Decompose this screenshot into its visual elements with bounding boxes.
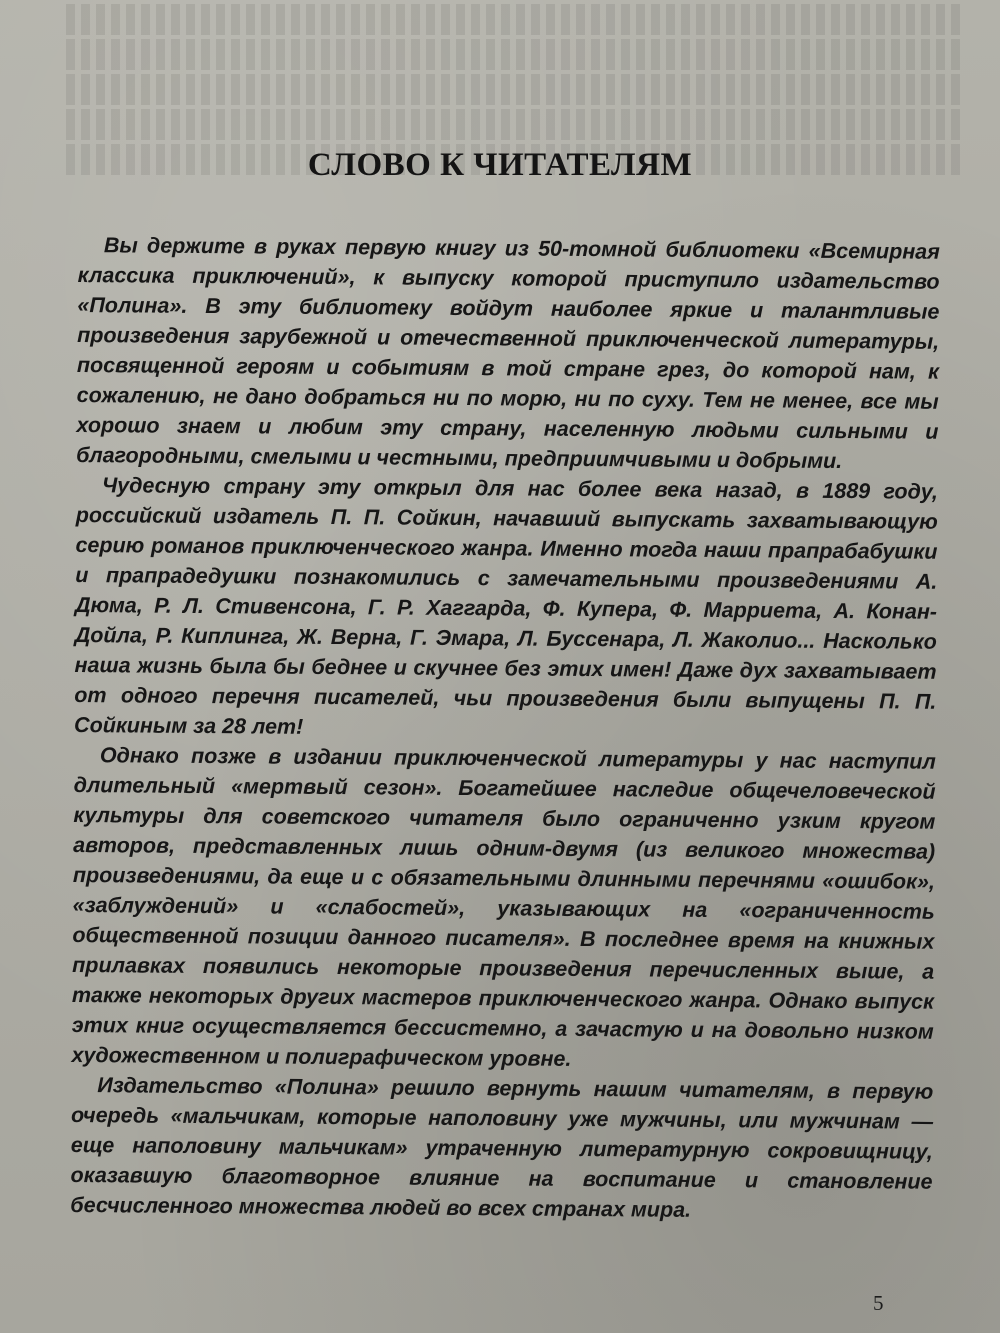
page-title: СЛОВО К ЧИТАТЕЛЯМ: [307, 147, 693, 183]
page-number: 5: [873, 1291, 884, 1315]
paragraph: Однако позже в издании приключенческой литературы у нас наступил длительный «мертвый сезон». Богатейшее наследие общечеловеческой культуры для советского читателя было ограниченно узким кругом авторов, представленных лишь одним-двумя (из великого множества) произведениями, да еще и с обязательными длинными перечнями «ошибок», «заблуждений» и «слабостей», указывающих на «ограниченность общественной позиции данного писателя». В последнее время на книжных прилавках появились некоторые произведения перечисленных выше, а также некоторых других мастеров приключенческого жанра. Однако выпуск этих книг осуществляется бессистемно, а зачастую и на довольно низком художественном и полиграфическом уровне.: [71, 743, 936, 1071]
paragraph: Чудесную страну эту открыл для нас более века назад, в 1889 году, российский издатель П. П. Сойкин, начавший выпускать захватывающую серию романов приключенческого жанра. Именно тогда наши прапрабабушки и прапрадедушки познакомились с замечательными произведениями А. Дюма, Р. Л. Стивенсона, Г. Р. Хаггарда, Ф. Купера, Ф. Марриета, А. Конан-Дойла, Р. Киплинга, Ж. Верна, Г. Эмара, Л. Буссенара, Л. Жаколио... Насколько наша жизнь была бы беднее и скучнее без этих имен! Даже дух захватывает от одного перечня писателей, чьи произведения были выпущены П. П. Сойкиным за 28 лет!: [74, 473, 939, 739]
paragraph: Вы держите в руках первую книгу из 50-томной библиотеки «Всемирная классика приключений», к выпуску которой приступило издательство «Полина». В эту библиотеку войдут наиболее яркие и талантливые произведения зарубежной и отечественной приключенческой литературы, посвященной героям и событиям в той стране грез, до которой нам, к сожалению, не дано добраться ни по морю, ни по суху. Тем не менее, все мы хорошо знаем и любим эту страну, населенную людьми сильными и благородными, смелыми и честными, предприимчивыми и добрыми.: [76, 233, 940, 474]
body-text: [70, 230, 940, 1227]
paragraph: Издательство «Полина» решило вернуть нашим читателям, в первую очередь «мальчикам, которые наполовину уже мужчины, или мужчинам — еще наполовину мальчикам» утраченную литературную сокровищницу, оказавшую благотворное влияние на воспитание и становление бесчисленного множества людей во всех странах мира.: [70, 1073, 934, 1222]
